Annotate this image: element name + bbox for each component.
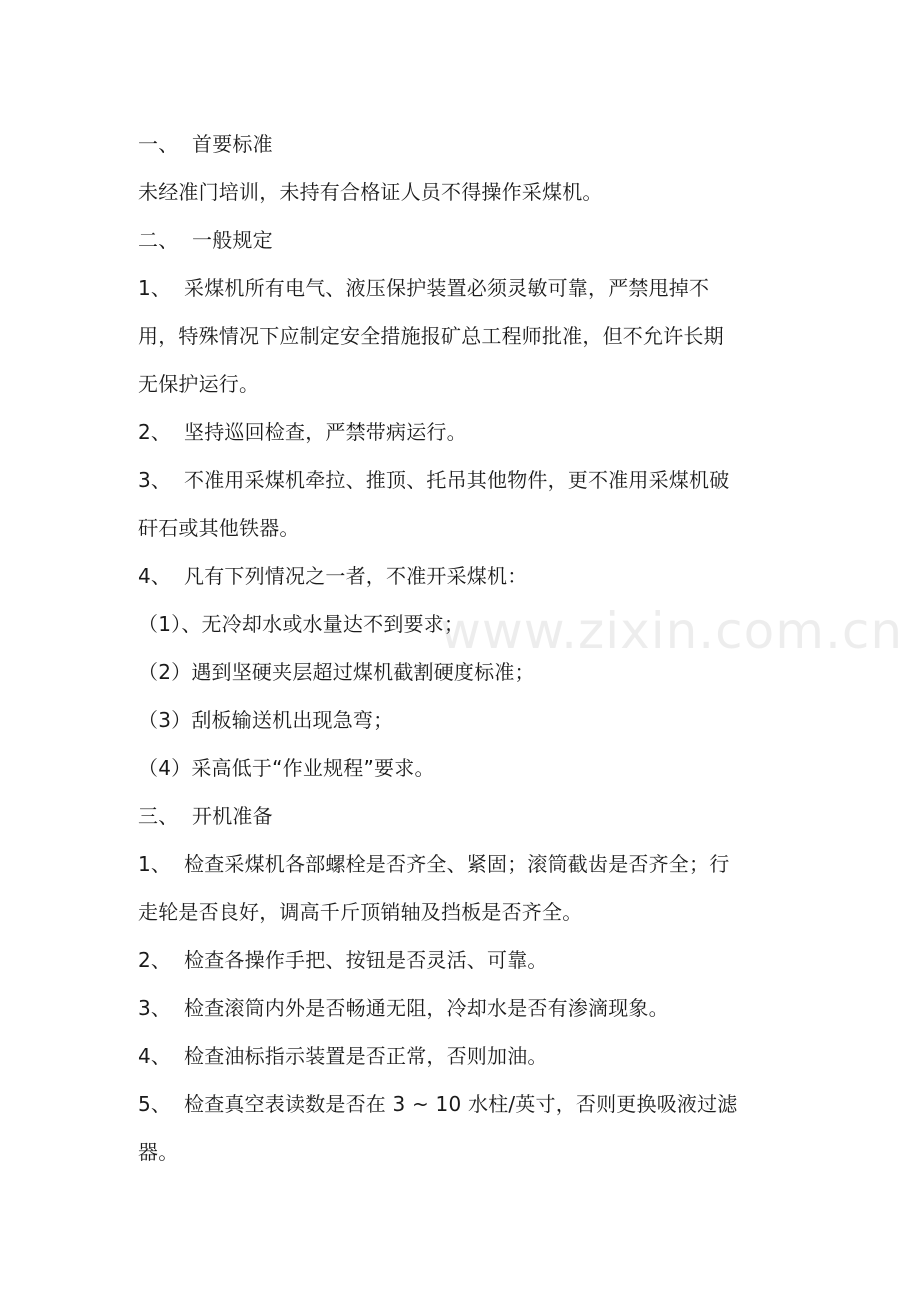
item-text: 凡有下列情况之一者，不准开采煤机： (184, 564, 528, 588)
list-item (138, 840, 778, 888)
sub-item-text: （2）遇到坚硬夹层超过煤机截割硬度标准； (138, 660, 535, 684)
sub-item (138, 744, 778, 792)
item-text: 检查滚筒内外是否畅通无阻，冷却水是否有渗滴现象。 (184, 996, 669, 1020)
list-item (138, 552, 778, 600)
item-text: 检查油标指示装置是否正常，否则加油。 (184, 1044, 548, 1068)
item-number: 4、 (138, 1044, 172, 1068)
document-body (138, 120, 778, 1176)
paragraph-text: 走轮是否良好，调高千斤顶销轴及挡板是否齐全。 (138, 900, 583, 924)
item-text: 不准用采煤机牵拉、推顶、托吊其他物件，更不准用采煤机破 (184, 468, 730, 492)
paragraph-text: 矸石或其他铁器。 (138, 516, 300, 540)
paragraph-line (138, 1128, 778, 1176)
section-title: 一般规定 (192, 228, 273, 252)
item-number: 4、 (138, 564, 172, 588)
paragraph-line (138, 360, 778, 408)
item-text: 检查各操作手把、按钮是否灵活、可靠。 (184, 948, 548, 972)
paragraph-text: 器。 (138, 1140, 179, 1164)
item-number: 5、 (138, 1092, 172, 1116)
section-number: 二、 (138, 228, 179, 252)
list-item (138, 1032, 778, 1080)
item-number: 1、 (138, 852, 172, 876)
sub-item (138, 696, 778, 744)
list-item (138, 984, 778, 1032)
sub-item-text: （3）刮板输送机出现急弯； (138, 708, 394, 732)
section-number: 一、 (138, 132, 179, 156)
paragraph-text: 用，特殊情况下应制定安全措施报矿总工程师批准，但不允许长期 (138, 324, 724, 348)
list-item (138, 936, 778, 984)
section-heading-3 (138, 792, 778, 840)
list-item (138, 1080, 778, 1128)
item-text: 采煤机所有电气、液压保护装置必须灵敏可靠，严禁甩掉不 (184, 276, 710, 300)
paragraph-line (138, 888, 778, 936)
section-heading-2 (138, 216, 778, 264)
section-number: 三、 (138, 804, 179, 828)
list-item (138, 408, 778, 456)
section-title: 开机准备 (192, 804, 273, 828)
paragraph-text: 未经准门培训，未持有合格证人员不得操作采煤机。 (138, 180, 603, 204)
paragraph-line (138, 504, 778, 552)
paragraph-line (138, 312, 778, 360)
watermark-text: www.zixin.com.cn (440, 602, 904, 660)
item-text: 坚持巡回检查，严禁带病运行。 (184, 420, 467, 444)
paragraph-line (138, 168, 778, 216)
sub-item-text: （1）、无冷却水或水量达不到要求； (138, 612, 465, 636)
paragraph-text: 无保护运行。 (138, 372, 260, 396)
list-item (138, 456, 778, 504)
list-item (138, 264, 778, 312)
sub-item (138, 648, 778, 696)
item-number: 3、 (138, 468, 172, 492)
sub-item (138, 600, 778, 648)
section-title: 首要标准 (192, 132, 273, 156)
item-number: 2、 (138, 420, 172, 444)
section-heading-1 (138, 120, 778, 168)
item-text: 检查采煤机各部螺栓是否齐全、紧固；滚筒截齿是否齐全；行 (184, 852, 730, 876)
item-number: 2、 (138, 948, 172, 972)
sub-item-text: （4）采高低于“作业规程”要求。 (138, 756, 435, 780)
item-number: 3、 (138, 996, 172, 1020)
item-number: 1、 (138, 276, 172, 300)
item-text: 检查真空表读数是否在 3 ~ 10 水柱/英寸，否则更换吸液过滤 (184, 1092, 738, 1116)
